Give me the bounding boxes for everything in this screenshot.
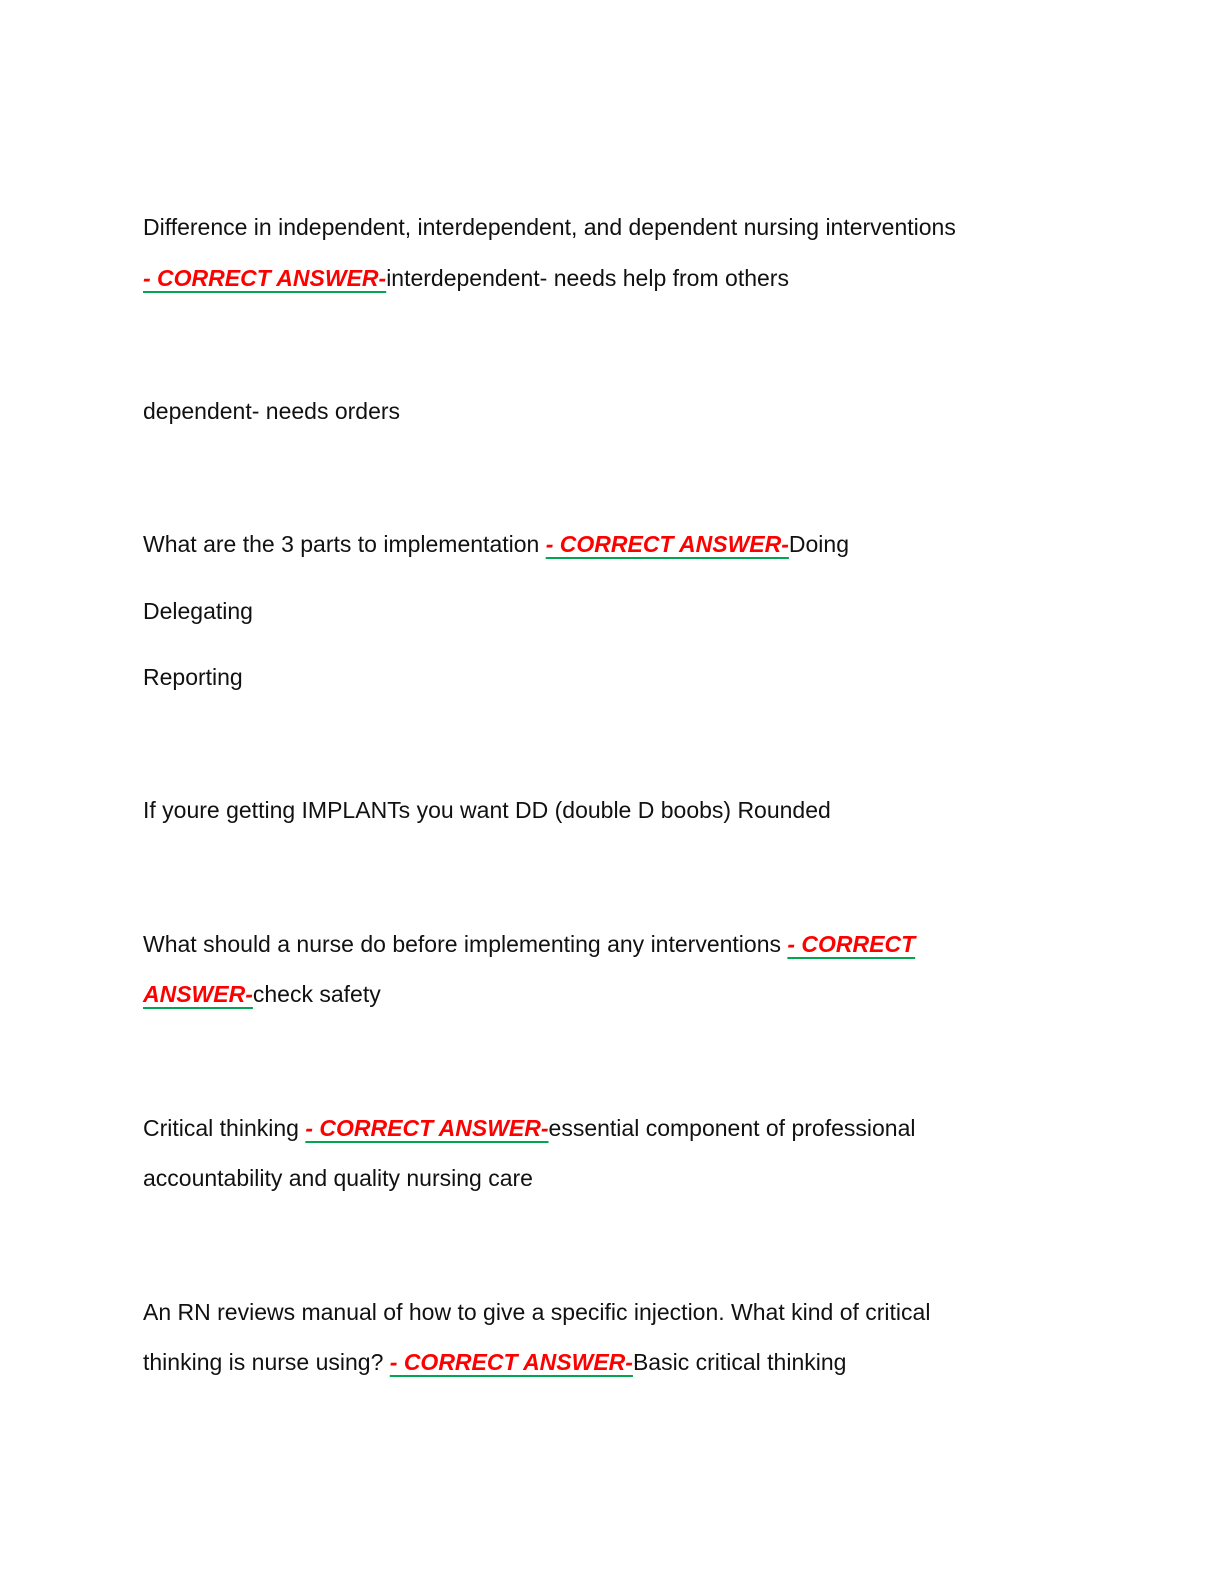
answer-2-line-1: Doing — [788, 531, 849, 557]
question-6-line-1: An RN reviews manual of how to give a specific injection. What kind of critical — [143, 1299, 931, 1325]
answer-1-line — [143, 263, 789, 293]
correct-answer-tag-2: - CORRECT ANSWER- — [545, 531, 789, 557]
correct-answer-tag-5: - CORRECT ANSWER- — [305, 1115, 549, 1141]
question-2-text: What are the 3 parts to implementation — [143, 531, 546, 557]
question-5-text: Critical thinking — [143, 1115, 306, 1141]
answer-1-text: interdependent- needs help from others — [386, 265, 789, 291]
answer-4-text: check safety — [252, 981, 381, 1007]
answer-2-line-3: Reporting — [143, 664, 243, 690]
question-5-line — [143, 1113, 915, 1143]
answer-4-line — [143, 979, 381, 1009]
question-6-line-2 — [143, 1347, 846, 1377]
question-1-line-1: Difference in independent, interdependent, and dependent nursing interventions — [143, 214, 956, 240]
answer-6-text: Basic critical thinking — [632, 1349, 847, 1375]
answer-2-line-2: Delegating — [143, 598, 253, 624]
question-2-line — [143, 529, 849, 559]
correct-answer-tag-4b: ANSWER- — [143, 981, 253, 1007]
note-implants: If youre getting IMPLANTs you want DD (double D boobs) Rounded — [143, 797, 831, 823]
correct-answer-tag-6: - CORRECT ANSWER- — [389, 1349, 633, 1375]
question-1-text — [143, 212, 956, 242]
answer-5-line-1: essential component of professional — [548, 1115, 916, 1141]
correct-answer-tag-1: - CORRECT ANSWER- — [143, 265, 387, 291]
question-6-text-2: thinking is nurse using? — [143, 1349, 390, 1375]
answer-5-line-2: accountability and quality nursing care — [143, 1165, 533, 1191]
answer-1-extra — [143, 396, 400, 426]
question-4-text: What should a nurse do before implementing any interventions — [143, 931, 788, 957]
correct-answer-tag-4a: - CORRECT — [787, 931, 916, 957]
question-4-line — [143, 929, 915, 959]
answer-1-extra-text: dependent- needs orders — [143, 398, 401, 424]
